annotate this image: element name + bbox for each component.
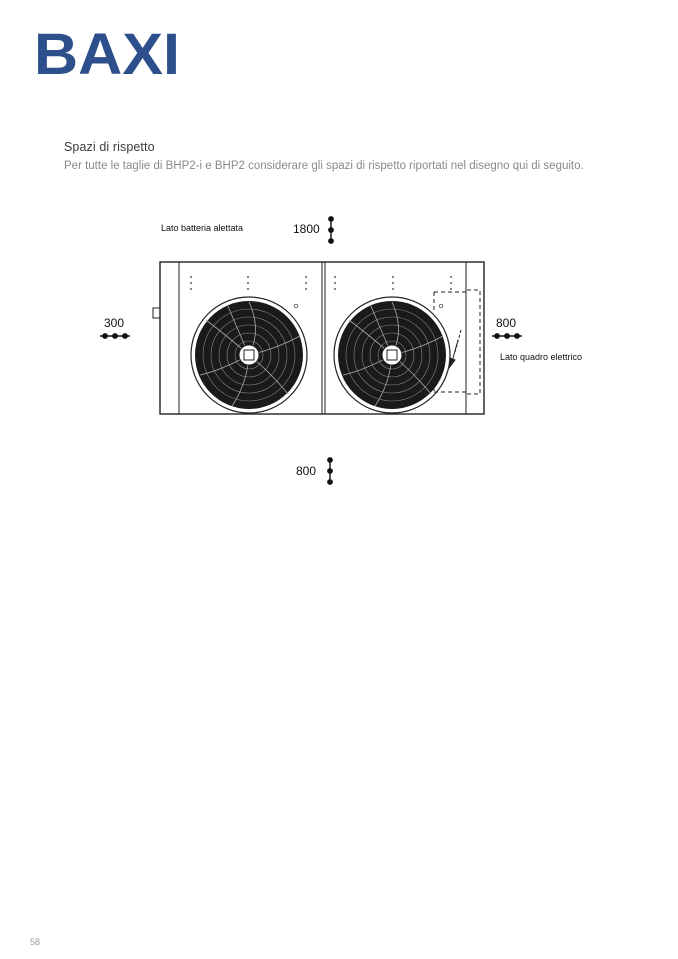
dimension-marker-top: [329, 217, 333, 243]
pipe-connector: [153, 308, 160, 318]
section-title: Spazi di rispetto: [64, 140, 155, 154]
dimension-marker-right: [492, 334, 522, 338]
door-swing-arrow: [449, 330, 461, 368]
fan-left: [191, 297, 307, 413]
dimension-marker-left: [100, 334, 130, 338]
page-number: 58: [30, 937, 41, 947]
clearance-top-value: 1800: [293, 222, 320, 236]
svg-text:BAXI: BAXI: [34, 28, 180, 78]
label-finned-coil-side: Lato batteria alettata: [161, 223, 244, 233]
clearance-left-value: 300: [104, 316, 125, 330]
clearance-right-value: 800: [496, 316, 517, 330]
dimension-marker-bottom: [328, 458, 332, 484]
lifting-points: [190, 276, 452, 308]
fan-right: [334, 297, 450, 413]
clearance-bottom-value: 800: [296, 464, 317, 478]
section-description: Per tutte le taglie di BHP2-i e BHP2 considerare gli spazi di rispetto riportati nel disegno qui di seguito.: [64, 160, 584, 172]
label-electrical-panel-side: Lato quadro elettrico: [500, 352, 583, 362]
